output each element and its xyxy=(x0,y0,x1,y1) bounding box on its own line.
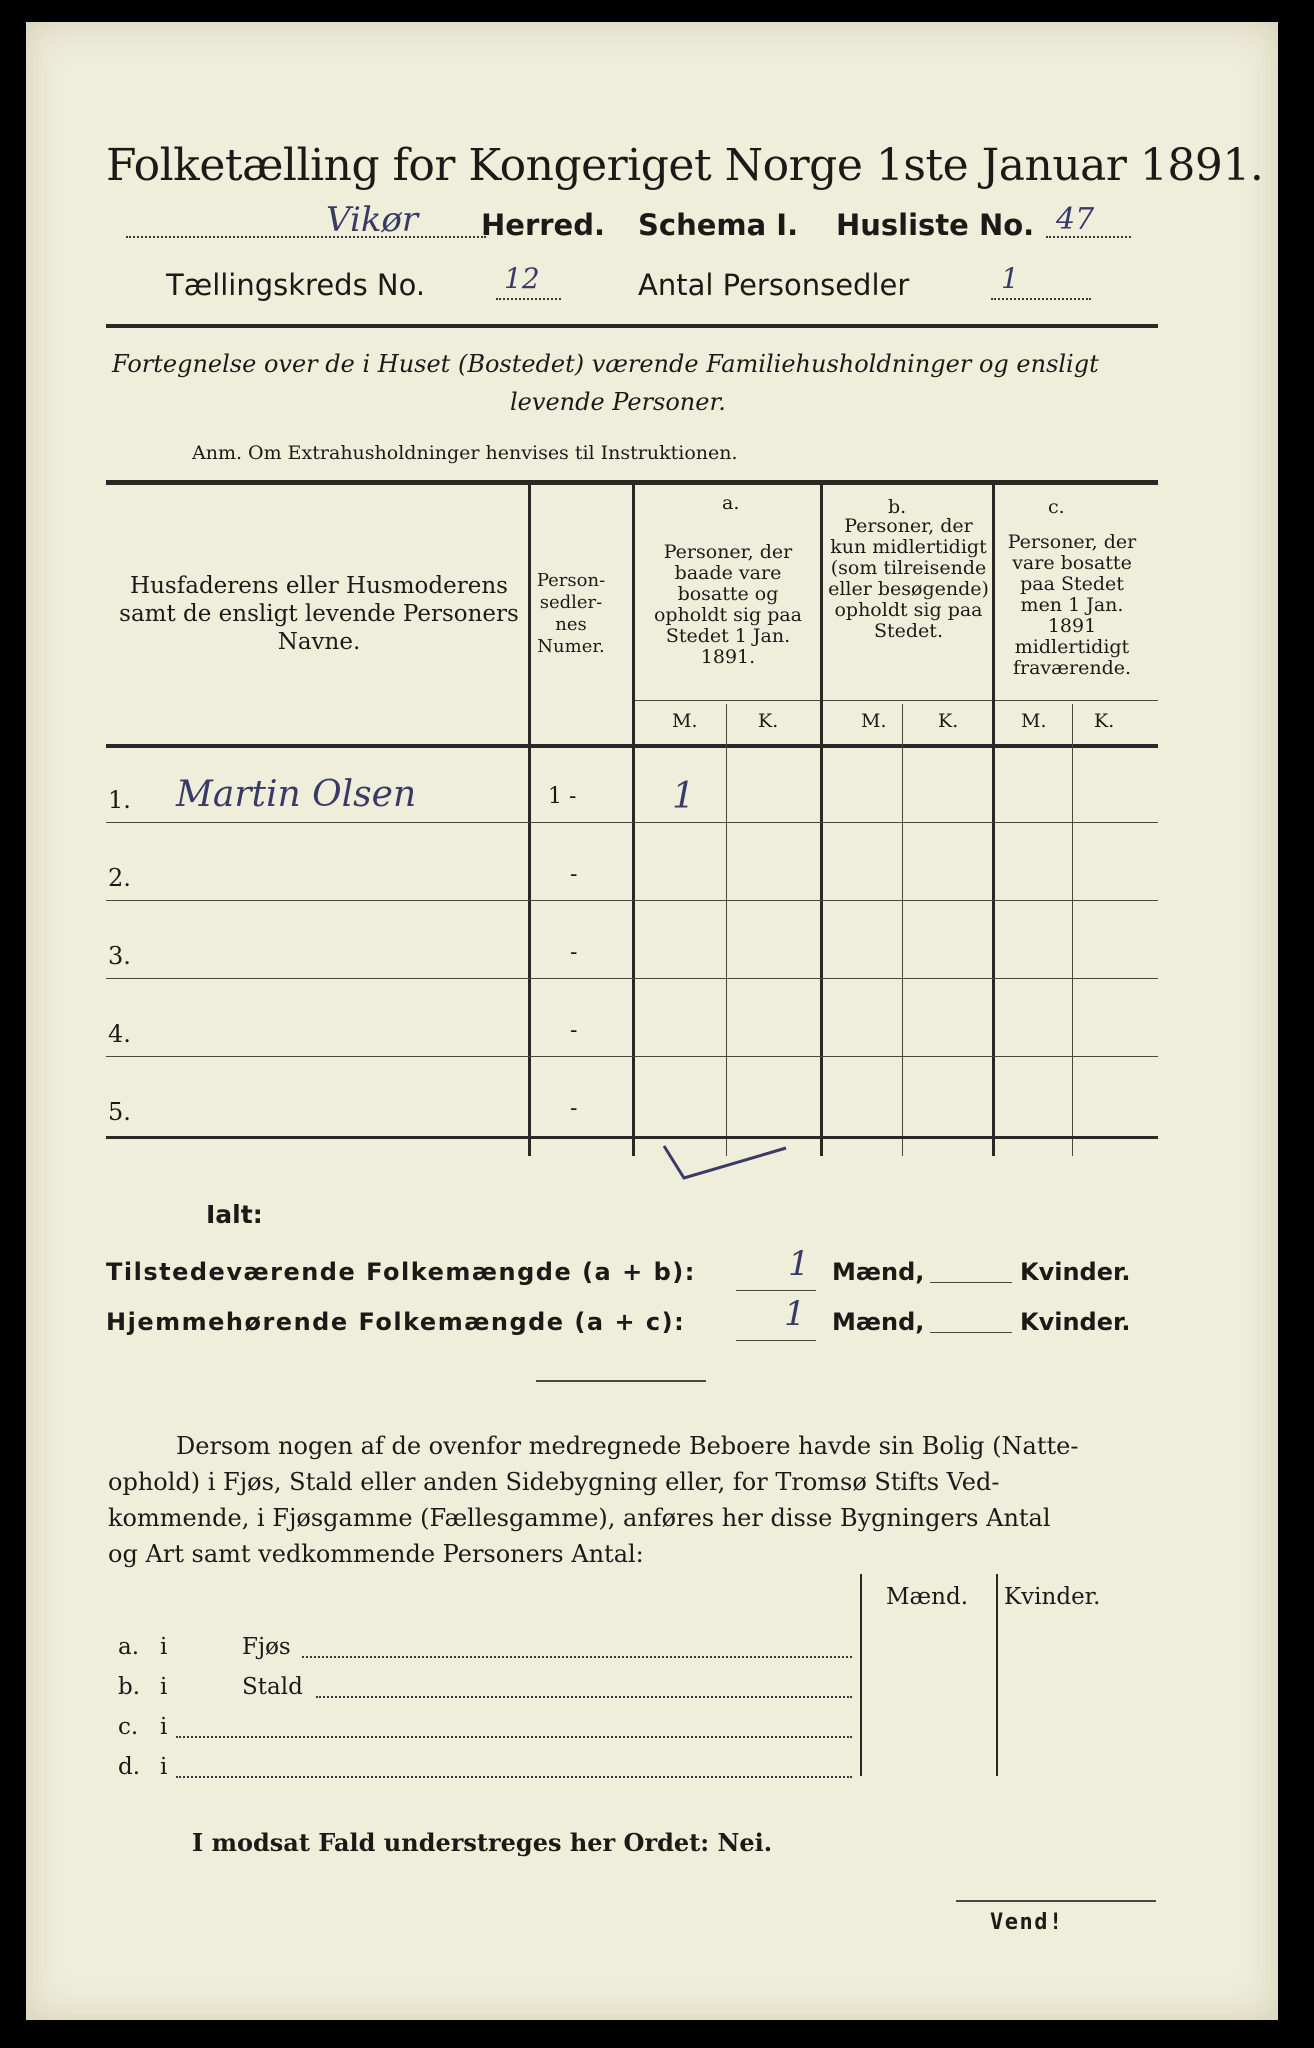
present-female-line xyxy=(930,1282,1012,1283)
row-number: 5. xyxy=(108,1098,131,1126)
row-number: 4. xyxy=(108,1020,131,1048)
census-form-sheet xyxy=(26,22,1278,2020)
col-a-letter: a. xyxy=(722,492,740,514)
outbuild-vline-1 xyxy=(860,1574,862,1776)
herred-value: Vikør xyxy=(326,200,419,240)
outbuild-dots xyxy=(176,1736,852,1738)
col-c-letter: c. xyxy=(1048,496,1065,518)
outbuild-letter: a. xyxy=(118,1634,140,1660)
check-mark xyxy=(656,1138,806,1188)
vend-label: Vend! xyxy=(990,1910,1064,1935)
intro-line1: Fortegnelse over de i Huset (Bostedet) værende Familiehusholdninger og ensligt xyxy=(112,350,1099,378)
antal-dotted-line xyxy=(991,298,1091,300)
col-b-k: K. xyxy=(938,710,959,732)
row-rule-4 xyxy=(106,1056,1158,1057)
anm-note: Anm. Om Extrahusholdninger henvises til Instruktionen. xyxy=(192,442,738,464)
col-c-k: K. xyxy=(1094,710,1115,732)
outbuild-letter: b. xyxy=(118,1674,141,1700)
mk-header-rule xyxy=(634,700,1158,701)
row-rule-3 xyxy=(106,978,1158,979)
husliste-dotted-line xyxy=(1046,236,1131,238)
outbuildings-text-3: kommende, i Fjøsgamme (Fællesgamme), anføres her disse Bygningers Antal xyxy=(108,1504,1051,1532)
col-c-m: M. xyxy=(1021,710,1047,732)
resident-male-line xyxy=(736,1340,816,1341)
present-male-line xyxy=(736,1290,816,1291)
a-male-count: 1 xyxy=(672,776,695,817)
row-rule-2 xyxy=(106,900,1158,901)
outbuildings-text-1: Dersom nogen af de ovenfor medregnede Beboere havde sin Bolig (Natte- xyxy=(176,1432,1079,1460)
outbuild-i: i xyxy=(160,1754,168,1780)
table-bottom-rule xyxy=(106,1136,1158,1139)
col-b-m: M. xyxy=(861,710,887,732)
vline-a-mk xyxy=(726,704,727,1156)
vend-rule xyxy=(956,1900,1156,1902)
outbuild-letter: c. xyxy=(118,1714,139,1740)
vline-b-mk xyxy=(902,704,903,1156)
schema-label: Schema I. xyxy=(638,208,799,242)
antal-label: Antal Personsedler xyxy=(638,268,910,302)
col-b-letter: b. xyxy=(888,496,907,518)
personsedel-number: - xyxy=(570,1096,578,1121)
husliste-label: Husliste No. xyxy=(836,208,1035,242)
col-a-m: M. xyxy=(672,710,698,732)
husliste-value: 47 xyxy=(1056,202,1095,237)
personsedel-number: - xyxy=(570,940,578,965)
outbuildings-text-2: ophold) i Fjøs, Stald eller anden Sidebygning eller, for Tromsø Stifts Ved- xyxy=(108,1468,1000,1496)
outbuildings-text-4: og Art samt vedkommende Personers Antal: xyxy=(108,1540,644,1568)
present-kvinder-label: Kvinder. xyxy=(1020,1258,1131,1286)
row-number: 1. xyxy=(108,786,131,814)
herred-label: Herred. xyxy=(481,208,605,242)
number-column-header: Person-sedler-nes Numer. xyxy=(536,570,606,657)
vline-c-mk xyxy=(1072,704,1073,1156)
outbuild-dots xyxy=(302,1656,852,1658)
col-c-header: Personer, der vare bosatte paa Stedet men 1 Jan. 1891 midlertidigt fraværende. xyxy=(1007,531,1137,679)
section-divider xyxy=(536,1380,706,1382)
kreds-value: 12 xyxy=(504,262,540,295)
herred-dotted-line xyxy=(126,236,486,238)
row-number: 2. xyxy=(108,864,131,892)
present-male-count: 1 xyxy=(788,1244,810,1284)
resident-name: Martin Olsen xyxy=(176,774,417,815)
present-maend-label: Mænd, xyxy=(832,1258,925,1286)
nei-footer: I modsat Fald understreges her Ordet: Nei. xyxy=(192,1828,773,1857)
outbuild-type-label: Stald xyxy=(242,1674,303,1700)
resident-male-count: 1 xyxy=(784,1294,806,1334)
kreds-label: Tællingskreds No. xyxy=(166,268,426,302)
personsedel-number: - xyxy=(570,862,578,887)
col-a-header: Personer, der baade vare bosatte og opholdt sig paa Stedet 1 Jan. 1891. xyxy=(653,541,803,668)
row-number: 3. xyxy=(108,942,131,970)
antal-value: 1 xyxy=(1001,262,1019,295)
col-a-k: K. xyxy=(758,710,779,732)
kreds-dotted-line xyxy=(496,298,561,300)
ialt-label: Ialt: xyxy=(206,1200,263,1229)
outbuild-maend-header: Mænd. xyxy=(886,1584,969,1610)
outbuild-i: i xyxy=(160,1674,168,1700)
resident-maend-label: Mænd, xyxy=(832,1308,925,1336)
col-b-header: Personer, der kun midlertidigt (som tilreisende eller besøgende) opholdt sig paa Stedet. xyxy=(828,515,989,642)
outbuild-i: i xyxy=(160,1634,168,1660)
intro-line2: levende Personer. xyxy=(510,388,726,416)
resident-kvinder-label: Kvinder. xyxy=(1020,1308,1131,1336)
resident-population-label: Hjemmehørende Folkemængde (a + c): xyxy=(106,1308,686,1336)
outbuild-letter: d. xyxy=(118,1754,141,1780)
present-population-label: Tilstedeværende Folkemængde (a + b): xyxy=(106,1258,696,1286)
outbuild-i: i xyxy=(160,1714,168,1740)
outbuild-kvinder-header: Kvinder. xyxy=(1004,1584,1101,1610)
form-title: Folketælling for Kongeriget Norge 1ste Januar 1891. xyxy=(106,140,1264,191)
header-rule xyxy=(106,324,1158,328)
outbuild-dots xyxy=(316,1696,852,1698)
outbuild-vline-2 xyxy=(996,1574,998,1776)
name-column-header: Husfaderens eller Husmoderens samt de ensligt levende Personers Navne. xyxy=(119,573,519,655)
personsedel-number: - xyxy=(570,1018,578,1043)
row-rule-1 xyxy=(106,822,1158,823)
outbuild-type-label: Fjøs xyxy=(242,1634,291,1660)
resident-female-line xyxy=(930,1332,1012,1333)
outbuild-dots xyxy=(176,1776,852,1778)
personsedel-number: 1 - xyxy=(548,784,577,809)
